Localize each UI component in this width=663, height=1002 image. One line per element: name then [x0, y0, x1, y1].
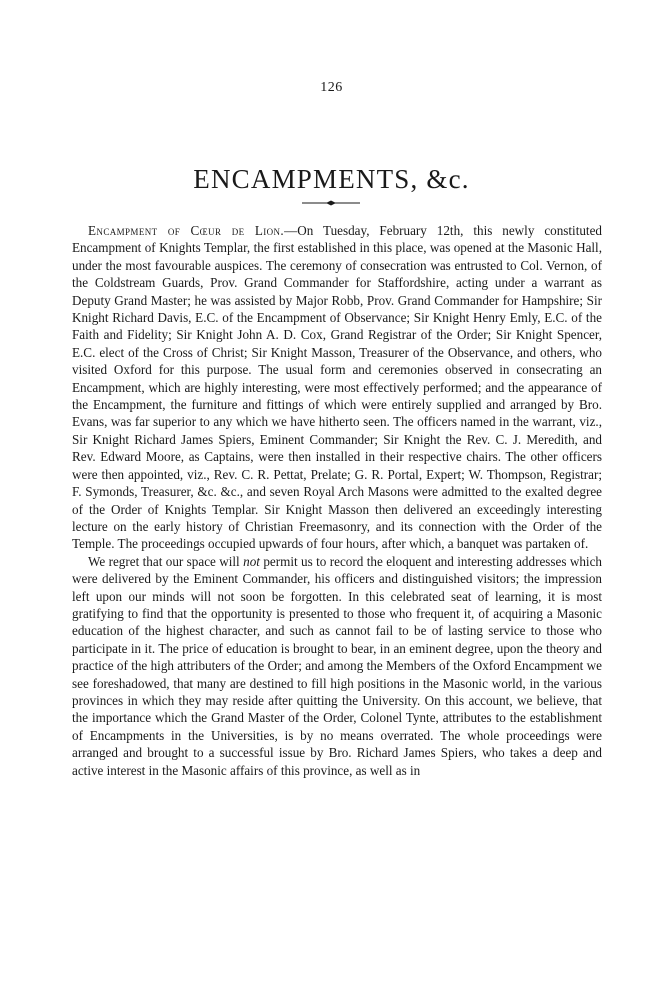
section-heading: ENCAMPMENTS, &c. — [193, 164, 470, 194]
paragraph-2-start: We regret that our space will — [88, 553, 244, 569]
ornamental-rule-icon — [302, 200, 360, 206]
paragraph-1-text: —On Tuesday, February 12th, this newly constituted Encampment of Knights Templar, the first established in this place, was opened at the Masonic Hall, under the most favourable auspices. The ceremony of consecration was entrusted to Col. Vernon, of the Coldstream Guards, Prov. Grand Commander for Staffordshire, acting under a warrant as Deputy Grand Master; he was assisted by Major Robb, Prov. Grand Commander for Hampshire; Sir Knight Richard Davis, E.C. of the Encampment of Observance; Sir Knight Henry Emly, E.C. of the Faith and Fidelity; Sir Knight John A. D. Cox, Grand Registrar of the Order; Sir Knight Spencer, E.C. elect of the Cross of Christ; Sir Knight Masson, Treasurer of the Observance, and others, who visited Oxford for this purpose. The usual form and ceremonies observed in consecrating an Encampment, which are highly interesting, were most effectively performed; and the appearance of the Encampment, the furniture and fittings of which were entirely supplied and arranged by Bro. Evans, was far superior to any which we have hitherto seen. The officers named in the warrant, viz., Sir Knight Richard James Spiers, Eminent Commander; Sir Knight the Rev. C. J. Meredith, and Rev. Edward Moore, as Captains, were then installed in their respective chairs. The other officers were then appointed, viz., Rev. C. R. Pettat, Prelate; G. R. Portal, Expert; W. Thompson, Registrar; F. Symonds, Treasurer, &c. &c., and seven Royal Arch Masons were admitted to the exalted degree of the Order of Knights Templar. Sir Knight Masson then delivered an exceedingly interesting lecture on the early history of Christian Freemasonry, and its connection with the Order of the Temple. The proceedings occupied upwards of four hours, after which, a banquet was partaken of. — [72, 223, 602, 552]
paragraph-lead: Encampment of Cœur de Lion. — [88, 223, 285, 238]
paragraph-2 — [72, 553, 602, 779]
paragraph-2-emphasis: not — [243, 553, 260, 569]
article-body — [72, 222, 602, 779]
page-number: 126 — [320, 80, 343, 95]
paragraph-1 — [72, 222, 602, 553]
paragraph-2-rest: permit us to record the eloquent and interesting addresses which were delivered by the Eminent Commander, his officers and distinguished visitors; the impression left upon our minds will not soon be forgotten. In this celebrated seat of learning, it is most gratifying to find that the opportunity is presented to those who frequent it, of acquiring a Masonic education of the highest character, and such as cannot fail to be of lasting service to those who participate in it. The price of education is brought to bear, in an eminent degree, upon the theory and practice of the high attributers of the Order; and among the Members of the Oxford Encampment we see foreshadowed, that many are destined to fill high positions in the Masonic world, in the various provinces in which they may reside after quitting the University. On this account, we believe, that the importance which the Grand Master of the Order, Colonel Tynte, attributes to the establishment of Encampments in the Universities, is by no means overrated. The whole proceedings were arranged and brought to a successful issue by Bro. Richard James Spiers, who takes a deep and active interest in the Masonic affairs of this province, as well as in — [72, 553, 602, 778]
